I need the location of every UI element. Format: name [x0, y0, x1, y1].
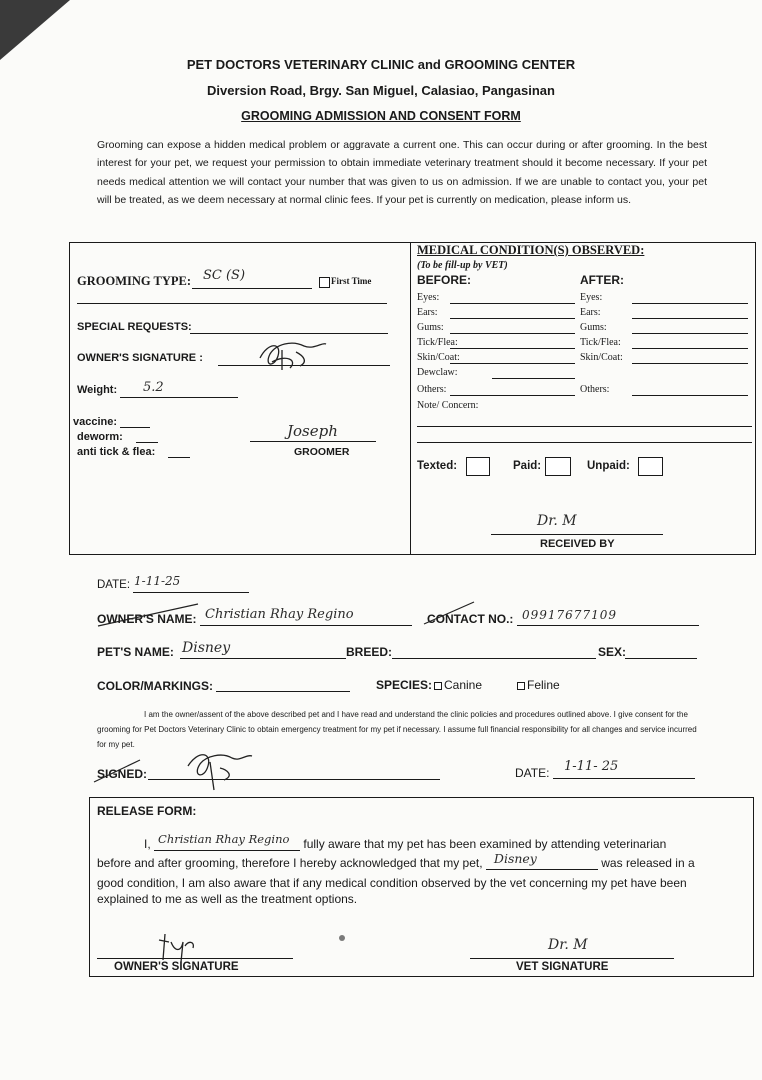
after-field-skincoat[interactable]: [580, 352, 750, 366]
release-line2-end: was released in a: [601, 856, 695, 870]
before-field-tickflea[interactable]: [417, 337, 577, 351]
before-field-eyes[interactable]: [417, 292, 577, 306]
after-field-line: [632, 395, 748, 396]
unpaid-checkbox[interactable]: [638, 457, 663, 476]
signed-label: SIGNED:: [97, 767, 148, 781]
groomer-name-value[interactable]: Joseph: [287, 422, 338, 440]
feline-label: Feline: [527, 678, 560, 692]
grooming-type-value[interactable]: SC (S): [203, 268, 246, 283]
note-line-1: [417, 426, 752, 427]
form-title: GROOMING ADMISSION AND CONSENT FORM: [241, 109, 521, 123]
before-field-line: [450, 363, 575, 364]
canine-checkbox[interactable]: [434, 682, 442, 690]
breed-label: BREED:: [346, 645, 393, 659]
paid-checkbox[interactable]: [545, 457, 571, 476]
release-owner-signature-line: [97, 958, 293, 959]
before-field-label: Others:: [417, 384, 447, 395]
before-field-dewclaw[interactable]: [417, 367, 577, 381]
before-field-line: [450, 348, 575, 349]
owner-name-value[interactable]: Christian Rhay Regino: [205, 607, 354, 622]
clinic-address: Diversion Road, Brgy. San Miguel, Calasiao, Pangasinan: [207, 83, 555, 98]
owner-signature-label: OWNER'S SIGNATURE :: [77, 352, 203, 364]
grooming-type-label: GROOMING TYPE:: [77, 274, 192, 288]
release-vet-signature-line: [470, 958, 674, 959]
owner-signature-scribble: [252, 336, 332, 376]
after-field-eyes[interactable]: [580, 292, 750, 306]
owner-name-label: OWNER'S NAME:: [97, 612, 197, 626]
vet-fillup-note: (To be fill-up by VET): [417, 260, 508, 271]
anti-tick-line: [168, 457, 190, 458]
consent-signature-scribble: [180, 746, 260, 792]
consent-text: I am the owner/assent of the above described pet and I have read and understand the clinic policies and procedures outlined above. I give consent for the grooming for Pet Doctors Veterinary Clinic to obtain emergency treatment for my pet if necessary. I assume full financial responsibility for all changes and service incurred for my pet.: [97, 710, 697, 749]
sex-label: SEX:: [598, 645, 627, 659]
after-field-label: Ears:: [580, 307, 601, 318]
contact-strike: [420, 598, 480, 628]
pet-name-value[interactable]: Disney: [182, 640, 231, 656]
before-field-label: Tick/Flea:: [417, 337, 458, 348]
release-pet-name-field[interactable]: [486, 851, 598, 870]
paper-speck: [339, 935, 345, 941]
received-by-label: RECEIVED BY: [540, 538, 615, 550]
release-line-1: [97, 832, 749, 851]
after-field-label: Skin/Coat:: [580, 352, 623, 363]
date-line: [133, 592, 249, 593]
after-field-tickflea[interactable]: [580, 337, 750, 351]
special-requests-line: [190, 333, 388, 334]
date-value[interactable]: 1-11-25: [134, 574, 181, 588]
before-field-line: [450, 318, 575, 319]
pet-name-label: PET'S NAME:: [97, 645, 174, 659]
before-field-label: Eyes:: [417, 292, 440, 303]
medical-conditions-title: MEDICAL CONDITION(S) OBSERVED:: [417, 243, 645, 257]
consent-date-value[interactable]: 1-11- 25: [564, 759, 619, 774]
release-owner-name-field[interactable]: [154, 832, 300, 851]
vaccine-line: [120, 427, 150, 428]
after-field-line: [632, 363, 748, 364]
after-field-line: [632, 333, 748, 334]
after-field-gums[interactable]: [580, 322, 750, 336]
after-field-others[interactable]: [580, 384, 750, 398]
scan-shadow: [0, 0, 70, 60]
weight-label: Weight:: [77, 384, 118, 396]
received-by-line: [491, 534, 663, 535]
date-label: DATE:: [97, 579, 131, 591]
consent-date-label: DATE:: [515, 766, 550, 780]
release-line-3: good condition, I am also aware that if any medical condition observed by the vet concerning my pet have been: [97, 876, 687, 890]
after-field-label: Tick/Flea:: [580, 337, 621, 348]
weight-line: [120, 397, 238, 398]
before-heading: BEFORE:: [417, 273, 471, 287]
special-requests-label: SPECIAL REQUESTS:: [77, 321, 192, 333]
after-field-line: [632, 318, 748, 319]
release-owner-signature-label: OWNER'S SIGNATURE: [114, 961, 239, 973]
pet-name-line: [180, 658, 346, 659]
release-owner-name: Christian Rhay Regino: [158, 832, 290, 846]
after-heading: AFTER:: [580, 273, 624, 287]
grooming-type-line: [192, 288, 312, 289]
deworm-line: [136, 442, 158, 443]
after-field-line: [632, 303, 748, 304]
texted-label: Texted:: [417, 460, 458, 472]
paid-label: Paid:: [513, 460, 542, 472]
before-field-line: [450, 395, 575, 396]
note-line-2: [417, 442, 752, 443]
before-field-line: [450, 303, 575, 304]
received-by-name[interactable]: Dr. M: [537, 513, 577, 529]
release-pet-name: Disney: [493, 851, 537, 866]
release-i: I,: [144, 837, 151, 851]
before-field-label: Gums:: [417, 322, 444, 333]
after-field-line: [632, 348, 748, 349]
groomer-line: [250, 441, 376, 442]
first-time-checkbox[interactable]: [319, 277, 330, 288]
unpaid-label: Unpaid:: [587, 460, 630, 472]
before-field-label: Ears:: [417, 307, 438, 318]
before-field-line: [450, 333, 575, 334]
release-line-4: explained to me as well as the treatment options.: [97, 892, 358, 906]
weight-value[interactable]: 5.2: [143, 380, 164, 395]
canine-label: Canine: [444, 678, 483, 692]
after-field-label: Gums:: [580, 322, 607, 333]
before-field-label: Skin/Coat:: [417, 352, 460, 363]
after-field-label: Others:: [580, 384, 610, 395]
before-field-others[interactable]: [417, 384, 577, 398]
texted-checkbox[interactable]: [466, 457, 490, 476]
vet-signature-label: VET SIGNATURE: [516, 961, 609, 973]
contact-label: CONTACT NO.:: [427, 612, 514, 626]
vaccine-label: vaccine:: [73, 416, 118, 428]
release-line1-text: fully aware that my pet has been examined by attending veterinarian: [303, 837, 667, 851]
breed-line: [392, 658, 596, 659]
clinic-name: PET DOCTORS VETERINARY CLINIC and GROOMING CENTER: [186, 57, 576, 72]
owner-name-strike: [88, 600, 208, 630]
intro-paragraph: Grooming can expose a hidden medical problem or aggravate a current one. This can occur during or after grooming. In the best interest for your pet, we request your permission to obtain immediate veterinary treatment should it become necessary. If your pet needs medical attention we will contact your number that was given to us on admission. If we are unable to contact you, your pet will be treated, as we deem necessary at normal clinic fees. If your pet is currently on medication, please inform us.: [97, 139, 707, 206]
release-title: RELEASE FORM:: [97, 804, 197, 818]
after-field-ears[interactable]: [580, 307, 750, 321]
before-field-gums[interactable]: [417, 322, 577, 336]
owner-name-line: [200, 625, 412, 626]
contact-value[interactable]: 09917677109: [522, 608, 617, 622]
box-divider: [410, 242, 411, 555]
consent-date-line: [553, 778, 695, 779]
color-line: [216, 691, 350, 692]
feline-checkbox[interactable]: [517, 682, 525, 690]
before-field-ears[interactable]: [417, 307, 577, 321]
signed-strike: [90, 756, 150, 786]
after-field-label: Eyes:: [580, 292, 603, 303]
groomer-label: GROOMER: [294, 446, 350, 458]
release-line2-text: before and after grooming, therefore I hereby acknowledged that my pet,: [97, 856, 483, 870]
note-concern-label: Note/ Concern:: [417, 400, 479, 411]
release-vet-name[interactable]: Dr. M: [548, 937, 588, 953]
before-field-line: [492, 378, 575, 379]
before-field-skincoat[interactable]: [417, 352, 577, 366]
species-label: SPECIES:: [376, 678, 433, 692]
sex-line: [625, 658, 697, 659]
color-label: COLOR/MARKINGS:: [97, 679, 213, 693]
first-time-label: First Time: [331, 276, 372, 286]
anti-tick-label: anti tick & flea:: [77, 446, 156, 458]
deworm-label: deworm:: [77, 431, 123, 443]
release-line-2: [97, 851, 749, 870]
grooming-extra-line: [77, 303, 387, 304]
contact-line: [517, 625, 699, 626]
before-field-label: Dewclaw:: [417, 367, 458, 378]
